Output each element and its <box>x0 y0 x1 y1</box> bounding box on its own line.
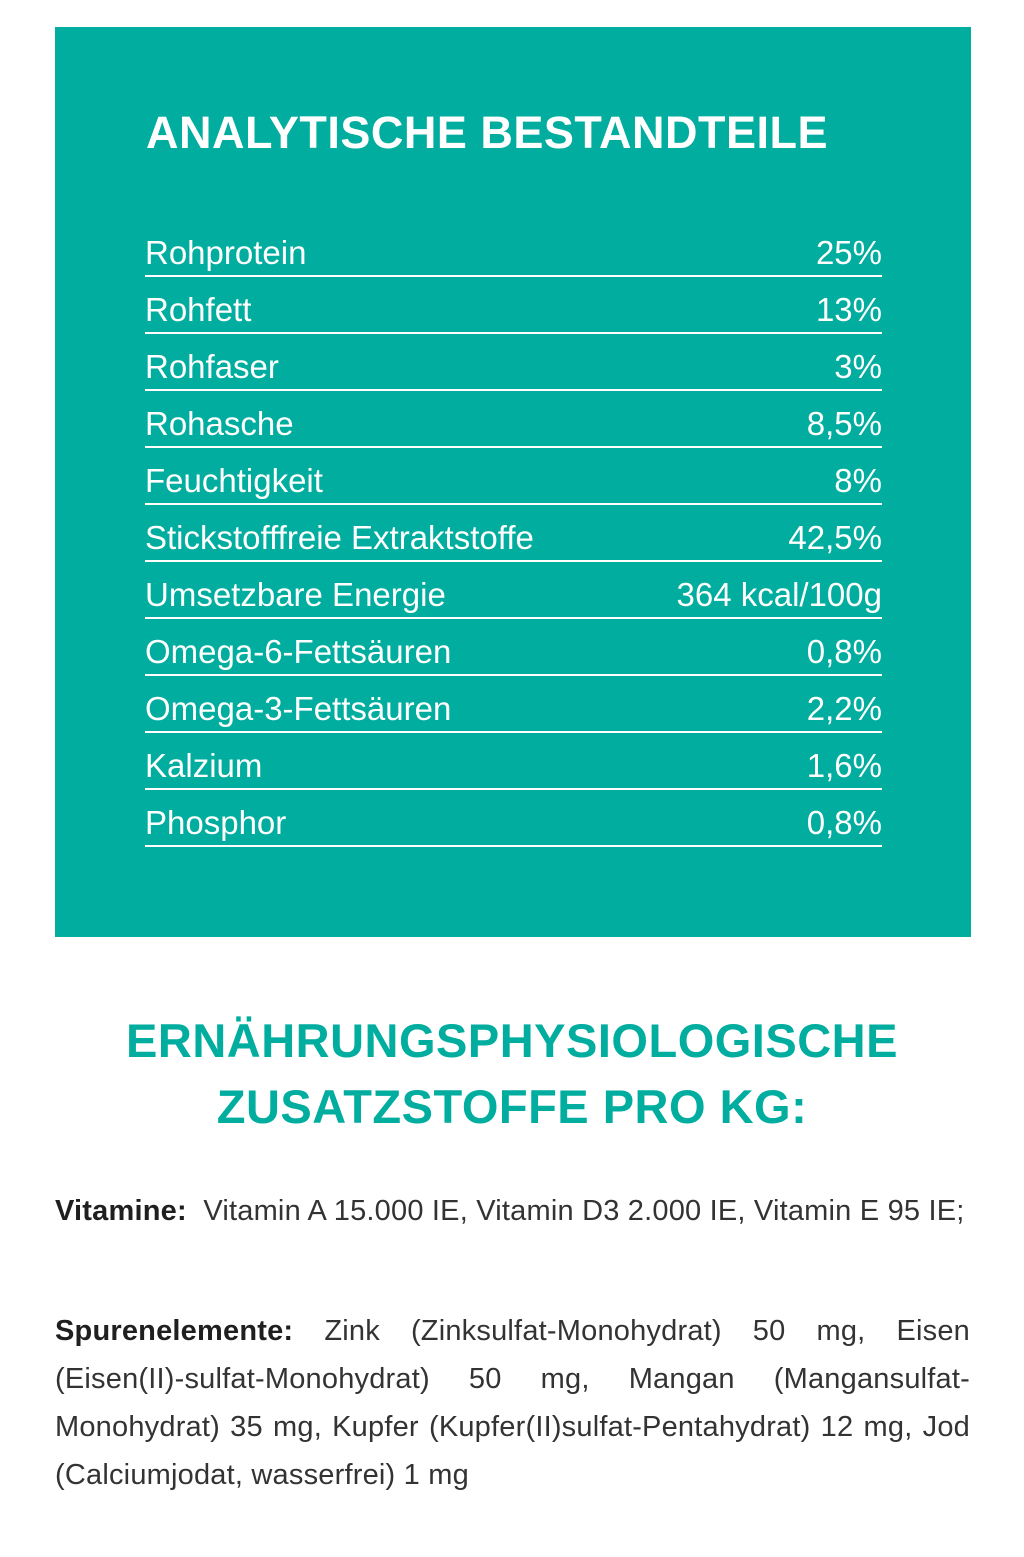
table-row <box>145 505 882 562</box>
trace-elements-label: Spurenelemente: <box>55 1315 294 1347</box>
additives-heading-line-2: ZUSATZSTOFFE PRO KG: <box>216 1080 808 1133</box>
row-value: 1,6% <box>806 747 882 784</box>
row-value: 0,8% <box>806 633 882 670</box>
additives-heading <box>0 1008 1024 1140</box>
table-row <box>145 562 882 619</box>
trace-elements-paragraph <box>55 1307 970 1499</box>
table-row <box>145 733 882 790</box>
analytical-constituents-panel <box>55 27 971 937</box>
row-label: Phosphor <box>145 804 287 841</box>
row-label: Rohasche <box>145 405 294 442</box>
table-row <box>145 448 882 505</box>
row-label: Omega-6-Fettsäuren <box>145 633 452 670</box>
row-label: Rohfett <box>145 291 252 328</box>
row-value: 8% <box>834 462 882 499</box>
table-row <box>145 676 882 733</box>
row-label: Kalzium <box>145 747 263 784</box>
additives-heading-line-1: ERNÄHRUNGSPHYSIOLOGISCHE <box>126 1014 898 1067</box>
table-row <box>145 220 882 277</box>
row-value: 42,5% <box>788 519 882 556</box>
constituents-table <box>145 220 882 847</box>
row-label: Omega-3-Fettsäuren <box>145 690 452 727</box>
row-value: 0,8% <box>806 804 882 841</box>
table-row <box>145 391 882 448</box>
row-value: 2,2% <box>806 690 882 727</box>
row-value: 8,5% <box>806 405 882 442</box>
table-row <box>145 277 882 334</box>
row-label: Rohprotein <box>145 234 307 271</box>
table-row <box>145 334 882 391</box>
vitamins-paragraph <box>55 1187 970 1235</box>
row-label: Feuchtigkeit <box>145 462 323 499</box>
row-label: Umsetzbare Energie <box>145 576 446 613</box>
row-value: 3% <box>834 348 882 385</box>
row-value: 25% <box>815 234 882 271</box>
row-label: Rohfaser <box>145 348 279 385</box>
trace-elements-text: Zink (Zinksulfat-Monohydrat) 50 mg, Eisen (Eisen(II)-sulfat-Monohydrat) 50 mg, Mangan (Mangansulfat-Monohydrat) 35 mg, Kupfer (Kupfer(II)sulfat-Pentahydrat) 12 mg, Jod (Calciumjodat, wasserfrei) 1 mg <box>55 1315 970 1491</box>
panel-title: ANALYTISCHE BESTANDTEILE <box>146 107 829 158</box>
vitamins-text: Vitamin A 15.000 IE, Vitamin D3 2.000 IE, Vitamin E 95 IE; <box>203 1195 965 1227</box>
row-value: 364 kcal/100g <box>676 576 882 613</box>
vitamins-label: Vitamine: <box>55 1195 187 1227</box>
table-row <box>145 790 882 847</box>
row-label: Stickstofffreie Extraktstoffe <box>145 519 534 556</box>
table-row <box>145 619 882 676</box>
row-value: 13% <box>815 291 882 328</box>
